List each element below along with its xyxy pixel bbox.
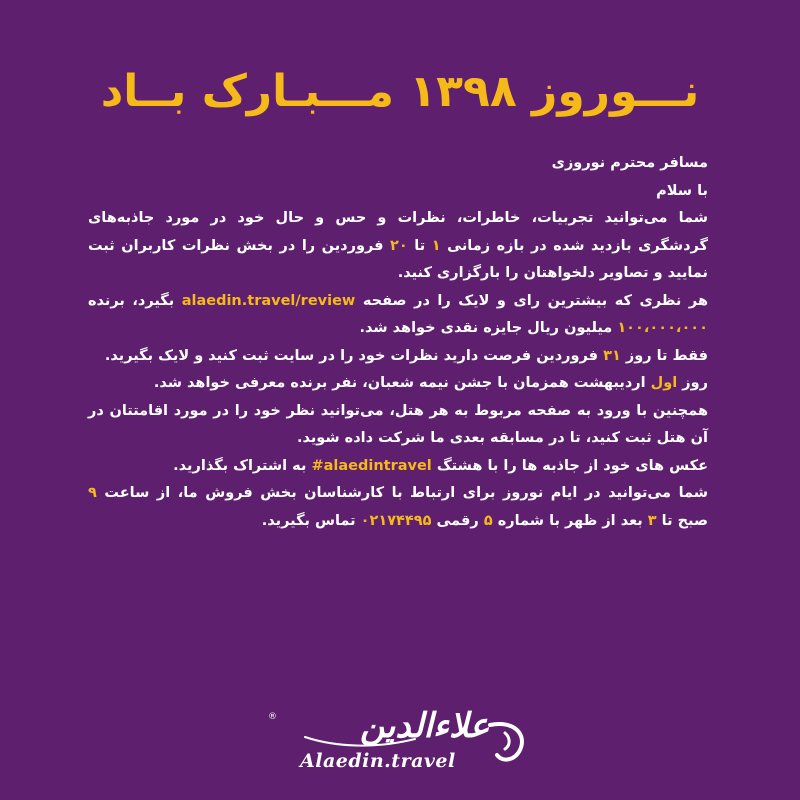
text: رقمی [431, 512, 484, 529]
text: تماس بگیرید. [261, 512, 361, 529]
text: بگیرد، برنده [88, 292, 182, 309]
phone-number: ۰۲۱۷۴۴۹۵ [360, 512, 432, 529]
text: فروردین را در بخش نظرات کاربران ثبت نمایید و تصاویر دلخواهتان را بارگزاری کنید. [88, 237, 708, 281]
logo-text-english: Alaedin.travel [300, 750, 456, 772]
text: صبح تا [656, 512, 708, 529]
text: شما می‌توانید تجربیات، خاطرات، نظرات و حس و حال خود در مورد جاذبه‌های گردشگری بازدید شده در بازه زمانی [88, 210, 708, 254]
hashtag: #alaedintravel [311, 457, 432, 474]
text: اردیبهشت همزمان با جشن نیمه شعبان، نفر برنده معرفی خواهد شد. [153, 375, 651, 391]
text: تا [407, 237, 432, 254]
paragraph-deadline [88, 343, 708, 371]
text: عکس های خود از جاذبه ها را با هشتگ [431, 457, 708, 474]
text: شما می‌توانید در ایام نوروز برای ارتباط با کارشناسان بخش فروش ما، از ساعت [96, 485, 708, 501]
text: میلیون ریال جایزه نقدی خواهد شد. [359, 320, 618, 336]
logo-text-persian: علاءالدین [360, 706, 490, 746]
paragraph-prize [88, 288, 708, 343]
paragraph-hashtag [88, 453, 708, 481]
highlight-number: ۵ [483, 512, 493, 529]
highlight-number: ۱ [431, 237, 441, 254]
highlight-number: ۹ [88, 485, 97, 501]
text: بعد از ظهر با شماره [492, 512, 648, 529]
highlight-number: ۳۱ [603, 347, 621, 364]
text: فقط تا روز [620, 347, 708, 364]
highlight-word: اول [650, 375, 678, 391]
highlight-number: ۲۰ [390, 237, 408, 254]
registered-mark: ® [268, 712, 277, 722]
paragraph-contact [88, 480, 708, 535]
review-link[interactable]: alaedin.travel/review [181, 292, 356, 309]
text: فروردین فرصت دارید نظرات خود را در سایت ثبت کنید و لایک بگیرید. [104, 347, 604, 364]
prize-amount: ۱۰۰،۰۰۰،۰۰۰ [617, 320, 708, 336]
highlight-number: ۳ [647, 512, 657, 529]
text: هر نظری که بیشترین رای و لایک را در صفحه [355, 292, 708, 309]
message-body [88, 150, 708, 535]
text: به اشتراک بگذارید. [173, 457, 312, 474]
paragraph-hotels: همچنین با ورود به صفحه مربوط به هر هتل، می‌توانید نظر خود را در مورد اقامتتان در آن هتل ثبت کنید، تا در مسابقه بعدی ما شرکت داده شوید. [88, 402, 708, 446]
greeting: مسافر محترم نوروزی [551, 155, 708, 171]
page-title: نـــوروز ۱۳۹۸ مـــبـارک بــاد [100, 66, 700, 117]
paragraph-reviews [88, 205, 708, 288]
text: روز [677, 375, 708, 391]
paragraph-winner [88, 370, 708, 398]
salutation: با سلام [656, 182, 708, 199]
